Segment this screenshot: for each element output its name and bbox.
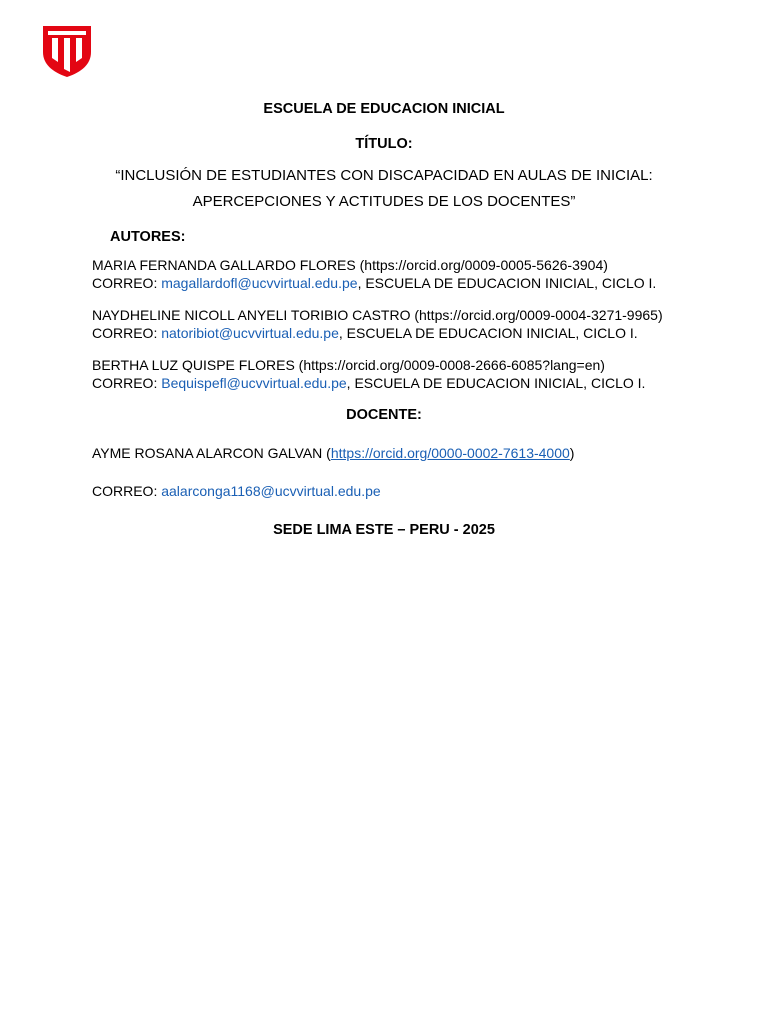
- correo-label: CORREO:: [92, 375, 162, 391]
- school-heading: ESCUELA DE EDUCACION INICIAL: [263, 101, 505, 117]
- docente-email-link[interactable]: aalarconga1168@ucvvirtual.edu.pe: [161, 483, 381, 499]
- author-block: [92, 306, 712, 342]
- author-name-orcid: MARIA FERNANDA GALLARDO FLORES (https://orcid.org/0009-0005-5626-3904): [92, 257, 608, 273]
- author-block: [92, 356, 712, 392]
- correo-label: CORREO:: [92, 275, 162, 291]
- correo-label: CORREO:: [92, 325, 162, 341]
- author-name-orcid: BERTHA LUZ QUISPE FLORES (https://orcid.org/0009-0008-2666-6085?lang=en): [92, 357, 605, 373]
- ucv-shield-logo-icon: [42, 22, 92, 78]
- author-name-orcid: NAYDHELINE NICOLL ANYELI TORIBIO CASTRO (https://orcid.org/0009-0004-3271-9965): [92, 307, 663, 323]
- title-label: TÍTULO:: [355, 136, 413, 152]
- author-email-line: [92, 324, 712, 342]
- docente-label: DOCENTE:: [346, 407, 422, 423]
- thesis-title-line-1: “INCLUSIÓN DE ESTUDIANTES CON DISCAPACIDAD EN AULAS DE INICIAL:: [115, 167, 653, 184]
- author-email-line: [92, 374, 712, 392]
- thesis-title-line-2: APERCEPCIONES Y ACTITUDES DE LOS DOCENTES”: [192, 193, 576, 210]
- docente-email-line: [92, 483, 381, 499]
- sede-footer: SEDE LIMA ESTE – PERU - 2025: [273, 522, 495, 538]
- docente-orcid-link[interactable]: https://orcid.org/0000-0002-7613-4000: [330, 445, 570, 461]
- correo-label: CORREO:: [92, 483, 162, 499]
- author-school-suffix: , ESCUELA DE EDUCACION INICIAL, CICLO I.: [338, 325, 638, 341]
- author-email-line: [92, 274, 712, 292]
- authors-label: AUTORES:: [110, 229, 186, 245]
- author-email-link[interactable]: magallardofl@ucvvirtual.edu.pe: [161, 275, 358, 291]
- author-school-suffix: , ESCUELA DE EDUCACION INICIAL, CICLO I.: [357, 275, 657, 291]
- docente-name-close: ): [569, 445, 575, 461]
- author-email-link[interactable]: natoribiot@ucvvirtual.edu.pe: [161, 325, 339, 341]
- author-email-link[interactable]: Bequispefl@ucvvirtual.edu.pe: [161, 375, 347, 391]
- docente-name: AYME ROSANA ALARCON GALVAN (: [92, 445, 331, 461]
- docente-name-line: [92, 445, 574, 461]
- author-block: [92, 256, 712, 292]
- author-school-suffix: , ESCUELA DE EDUCACION INICIAL, CICLO I.: [346, 375, 646, 391]
